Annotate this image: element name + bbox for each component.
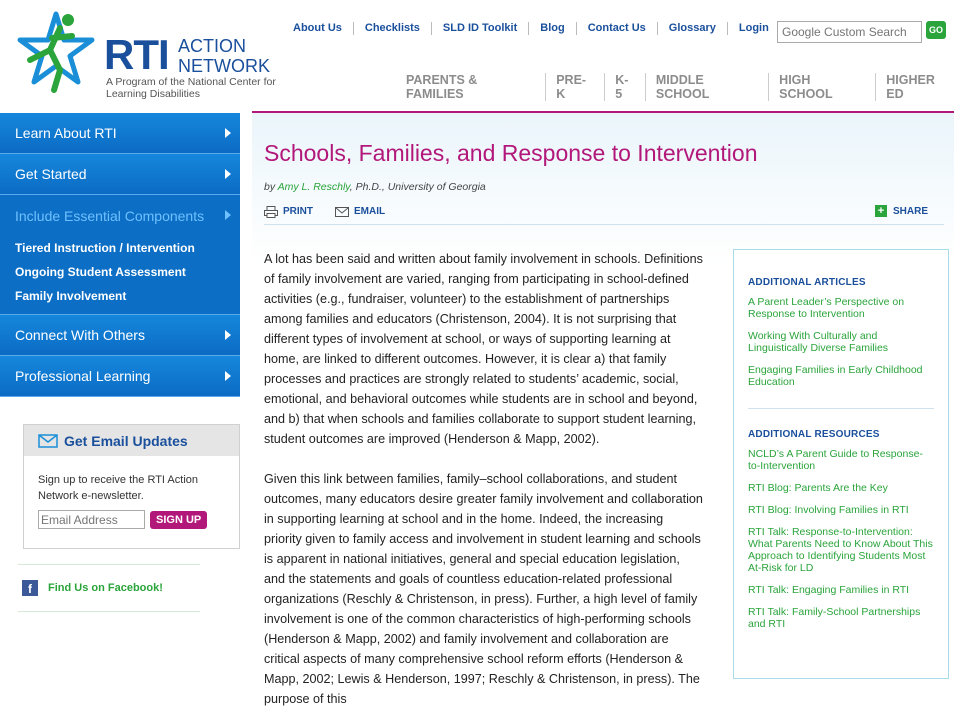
email-updates-description: Sign up to receive the RTI Action Network e-newsletter. <box>38 474 198 502</box>
logo-rti-text: RTI <box>104 31 169 78</box>
chevron-right-icon <box>225 210 231 220</box>
article-body <box>264 249 704 726</box>
article-byline: by Amy L. Reschly, Ph.D., University of Georgia <box>264 181 486 193</box>
article-tools <box>264 199 944 225</box>
plus-icon: + <box>875 205 887 217</box>
top-nav-login[interactable]: Login <box>738 22 769 34</box>
top-nav-about-us[interactable]: About Us <box>282 22 354 35</box>
facebook-link[interactable] <box>18 564 200 612</box>
logo-action-network-text: ACTION NETWORK <box>178 36 270 76</box>
sidebar-subitem-tiered-instruction[interactable]: Tiered Instruction / Intervention <box>15 241 195 255</box>
sidebar-item-label: Get Started <box>15 166 87 182</box>
sidebar-item-learn-about-rti[interactable] <box>0 113 240 154</box>
related-resource-link[interactable]: RTI Talk: Response-to-Intervention: What Parents Need to Know About This Approach to Identifying Students Most At-Risk for LD <box>748 526 933 574</box>
email-button[interactable]: EMAIL <box>335 206 385 217</box>
article-paragraph: Given this link between families, family–school collaborations, and student outcomes, many educators desire greater family involvement and collaboration in supporting learning at school and in the home. Indeed, the increasing priority given to family access and involvement in student learning and schools is apparent in national initiatives, general and special education legislation, and the statements and goals of countless education-related professional organizations (Reschly & Christenson, in press). Further, a high level of family involvement is one of the common characteristics of high-performing schools (Henderson & Mapp, 2002) and family involvement and collaboration are critical aspects of many comprehensive school reform efforts (Henderson & Mapp, 2002; Lewis & Henderson, 1997; Reschly & Christenson, in press). The purpose of this <box>264 472 703 706</box>
chevron-right-icon <box>225 128 231 138</box>
related-resource-link[interactable]: NCLD’s A Parent Guide to Response-to-Intervention <box>748 448 923 472</box>
top-nav-contact-us[interactable]: Contact Us <box>577 22 658 35</box>
top-nav-glossary[interactable]: Glossary <box>658 22 728 35</box>
facebook-icon: f <box>22 580 38 596</box>
top-nav-sld-id-toolkit[interactable]: SLD ID Toolkit <box>432 22 529 35</box>
audience-nav-k-5[interactable]: K-5 <box>605 73 646 101</box>
article-paragraph: A lot has been said and written about family involvement in schools. Definitions of family involvement are varied, ranging from participating in school-defined activities (e.g., fundraiser, volunteer) to the establishment of partnerships among families and educators (Christenson, 2004). It is not surprising that different types of involvement at school, or ways of supporting learning at home, are linked to different outcomes. However, it is clear a) that family processes and practices are strongly related to students’ academic, social, emotional, and behavioral outcomes while students are in school and beyond, and b) that when schools and families collaborate to support student learning, student outcomes are improved (Henderson & Mapp, 2002). <box>264 252 703 446</box>
print-button[interactable]: PRINT <box>264 206 313 218</box>
email-address-input[interactable] <box>38 510 145 529</box>
sidebar-item-label: Learn About RTI <box>15 125 117 141</box>
top-nav <box>282 22 780 35</box>
chevron-right-icon <box>225 371 231 381</box>
email-signup-row <box>24 504 239 529</box>
search-box <box>777 21 922 43</box>
related-resource-link[interactable]: RTI Blog: Involving Families in RTI <box>748 504 909 516</box>
sidebar-item-label: Include Essential Components <box>15 207 205 224</box>
additional-resources-heading: ADDITIONAL RESOURCES <box>748 429 880 440</box>
additional-articles-heading: ADDITIONAL ARTICLES <box>748 277 866 288</box>
panel-divider <box>748 408 934 409</box>
logo-tagline: A Program of the National Center for Learning Disabilities <box>106 76 276 100</box>
audience-nav-parents-families[interactable]: PARENTS & FAMILIES <box>396 73 546 101</box>
audience-nav-higher-ed[interactable]: HIGHER ED <box>886 73 935 101</box>
sidebar-subitem-student-assessment[interactable]: Ongoing Student Assessment <box>15 265 186 279</box>
top-nav-blog[interactable]: Blog <box>529 22 576 35</box>
related-article-link[interactable]: A Parent Leader’s Perspective on Response to Intervention <box>748 296 905 320</box>
sidebar-item-label: Connect With Others <box>15 327 145 343</box>
email-updates-heading: Get Email Updates <box>24 425 239 456</box>
related-resource-link[interactable]: RTI Talk: Family-School Partnerships and RTI <box>748 606 921 630</box>
related-resource-link[interactable]: RTI Talk: Engaging Families in RTI <box>748 584 910 596</box>
audience-nav-high-school[interactable]: HIGH SCHOOL <box>769 73 876 101</box>
search-input[interactable] <box>778 22 921 42</box>
related-resource-link[interactable]: RTI Blog: Parents Are the Key <box>748 482 888 494</box>
site-logo[interactable] <box>10 10 276 102</box>
sidebar-nav <box>0 113 240 397</box>
audience-nav <box>396 73 964 101</box>
related-links-panel <box>733 249 949 679</box>
related-article-link[interactable]: Engaging Families in Early Childhood Education <box>748 364 923 388</box>
audience-nav-middle-school[interactable]: MIDDLE SCHOOL <box>646 73 769 101</box>
search-go-button[interactable]: GO <box>926 21 946 39</box>
sidebar-item-include-essential-components[interactable] <box>0 195 240 236</box>
audience-nav-pre-k[interactable]: PRE-K <box>546 73 605 101</box>
sign-up-button[interactable]: SIGN UP <box>150 511 207 529</box>
printer-icon <box>264 206 278 218</box>
sidebar-item-label: Professional Learning <box>15 368 151 384</box>
author-link[interactable]: Amy L. Reschly <box>277 181 350 193</box>
envelope-icon <box>335 207 349 217</box>
article-main <box>252 113 954 726</box>
sidebar-group-essential-components <box>0 195 240 315</box>
article-title: Schools, Families, and Response to Intervention <box>264 140 758 166</box>
sidebar-item-professional-learning[interactable] <box>0 356 240 397</box>
sidebar-item-get-started[interactable] <box>0 154 240 195</box>
running-figure-icon <box>10 10 102 94</box>
sidebar-subitem-family-involvement[interactable]: Family Involvement <box>15 289 127 303</box>
top-nav-checklists[interactable]: Checklists <box>354 22 432 35</box>
chevron-right-icon <box>225 169 231 179</box>
envelope-icon <box>38 434 58 448</box>
sidebar-item-connect-with-others[interactable] <box>0 315 240 356</box>
email-updates-box <box>23 424 240 549</box>
chevron-right-icon <box>225 330 231 340</box>
related-article-link[interactable]: Working With Culturally and Linguistically Diverse Families <box>748 330 889 354</box>
share-button[interactable]: + SHARE <box>875 205 928 217</box>
facebook-link-label: Find Us on Facebook! <box>48 582 163 594</box>
